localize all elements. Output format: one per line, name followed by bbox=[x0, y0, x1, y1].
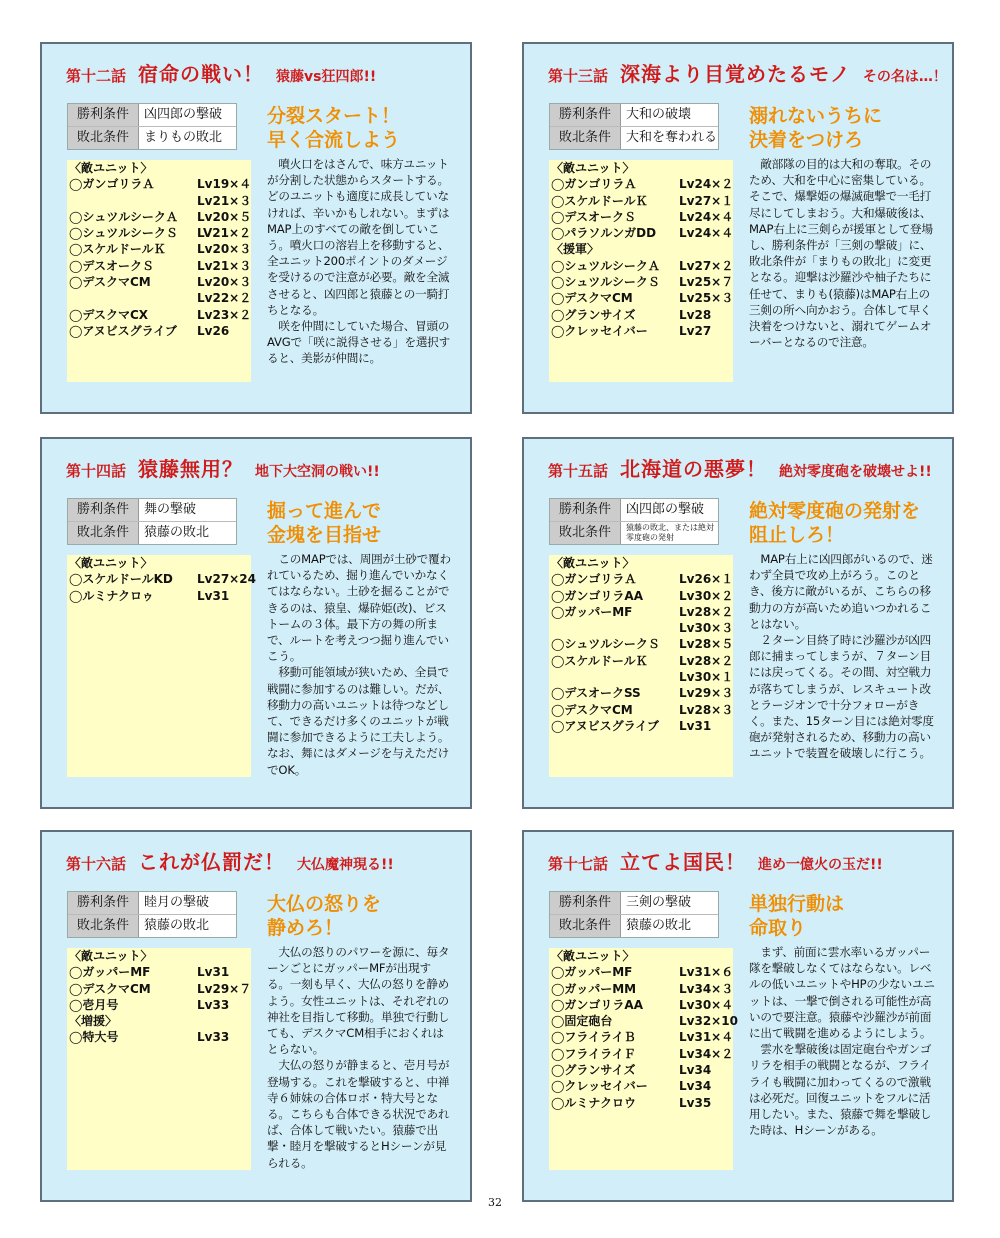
unit-level: Lv24×４ bbox=[679, 226, 734, 241]
unit-level: Lv32×10 bbox=[679, 1014, 738, 1029]
unit-level: Lv20×３ bbox=[197, 275, 252, 290]
condition-row bbox=[550, 522, 718, 544]
unit-level: Lv35 bbox=[679, 1095, 712, 1110]
condition-value: 凶四郎の撃破 bbox=[144, 107, 223, 122]
episode-subtitle: その名は…！ bbox=[862, 69, 947, 85]
unit-level: Lv20×３ bbox=[197, 242, 252, 257]
unit-level: Lv31 bbox=[197, 965, 230, 980]
unit-name: ◯フライライＢ bbox=[551, 1030, 636, 1045]
unit-row bbox=[549, 290, 733, 306]
unit-row bbox=[549, 604, 733, 620]
episode-subtitle: 大仏魔神現る!! bbox=[297, 857, 394, 873]
unit-level: Lv26×１ bbox=[679, 572, 734, 587]
strategy-headline: 絶対零度砲の発射を 阻止しろ！ bbox=[749, 500, 921, 546]
condition-value: 大和を奪われる bbox=[626, 130, 718, 145]
condition-label: 勝利条件 bbox=[68, 892, 139, 914]
unit-name: ◯デスオークＳ bbox=[69, 258, 154, 273]
unit-name: ◯ガンゴリラAA bbox=[551, 588, 644, 603]
condition-label: 敗北条件 bbox=[68, 915, 139, 937]
unit-level: Lv19×４ bbox=[197, 177, 252, 192]
unit-name: ◯デスクマCM bbox=[69, 275, 151, 290]
enemy-unit-list bbox=[549, 948, 738, 1170]
unit-name: ◯ガッパーMF bbox=[69, 965, 151, 980]
unit-section-label: 〈敵ユニット〉 bbox=[551, 556, 635, 570]
condition-value: 凶四郎の撃破 bbox=[626, 502, 705, 517]
unit-name: ◯ガンゴリラＡ bbox=[551, 572, 637, 587]
unit-row bbox=[549, 274, 733, 290]
unit-name: ◯スケルドールKD bbox=[69, 572, 173, 587]
unit-row bbox=[549, 176, 733, 192]
episode-number: 第十四話 bbox=[66, 462, 127, 480]
unit-level: Lv25×３ bbox=[679, 291, 734, 306]
condition-label: 敗北条件 bbox=[550, 522, 621, 544]
episode-panel bbox=[40, 42, 472, 414]
episode-number: 第十二話 bbox=[66, 67, 127, 85]
unit-level: Lv30×４ bbox=[679, 997, 734, 1012]
strategy-headline: 単独行動は 命取り bbox=[749, 893, 845, 939]
unit-row bbox=[67, 948, 251, 964]
unit-row bbox=[67, 225, 251, 241]
unit-name: ◯スケルドールＫ bbox=[551, 193, 648, 208]
episode-header bbox=[548, 58, 952, 92]
unit-row bbox=[549, 571, 733, 587]
unit-level: Lv20×５ bbox=[197, 209, 252, 224]
condition-label: 勝利条件 bbox=[550, 892, 621, 914]
unit-row bbox=[549, 1046, 733, 1062]
conditions-table bbox=[67, 891, 237, 938]
page-number: 32 bbox=[488, 1196, 502, 1209]
unit-name: ◯デスオークSS bbox=[551, 686, 641, 701]
enemy-unit-list bbox=[67, 555, 256, 777]
strategy-headline: 分裂スタート！ 早く合流しよう bbox=[267, 105, 401, 151]
strategy-headline: 掘って進んで 金塊を目指せ bbox=[267, 500, 382, 546]
unit-level: Lv30×２ bbox=[679, 588, 734, 603]
episode-number: 第十七話 bbox=[548, 855, 609, 873]
unit-row bbox=[549, 241, 733, 257]
unit-row bbox=[549, 160, 733, 176]
episode-title: 深海より目覚めたるモノ bbox=[620, 62, 851, 86]
condition-row bbox=[550, 892, 718, 915]
episode-title: 北海道の悪夢！ bbox=[620, 457, 768, 481]
unit-row bbox=[67, 981, 251, 997]
unit-level: Lv23×２ bbox=[197, 307, 252, 322]
enemy-unit-list bbox=[549, 160, 733, 382]
conditions-table bbox=[67, 498, 237, 545]
unit-level: Lv26 bbox=[197, 323, 230, 338]
unit-name: ◯シュツルシークＡ bbox=[69, 209, 178, 224]
unit-row bbox=[67, 193, 251, 209]
unit-name: ◯デスクマCM bbox=[551, 702, 633, 717]
enemy-unit-list bbox=[67, 160, 251, 382]
episode-panel bbox=[522, 437, 954, 809]
unit-level: Lv28×２ bbox=[679, 653, 734, 668]
condition-label: 勝利条件 bbox=[550, 499, 621, 521]
unit-row bbox=[67, 1029, 251, 1045]
unit-row bbox=[549, 555, 733, 571]
condition-value: 舞の撃破 bbox=[144, 502, 197, 517]
episode-number: 第十三話 bbox=[548, 67, 609, 85]
unit-level: Lv31×４ bbox=[679, 1030, 734, 1045]
unit-level: Lv28×５ bbox=[679, 637, 734, 652]
unit-level: Lv21×３ bbox=[197, 258, 252, 273]
condition-label: 敗北条件 bbox=[68, 127, 139, 149]
unit-level: Lv33 bbox=[197, 1030, 230, 1045]
unit-level: Lv28 bbox=[679, 307, 712, 322]
condition-row bbox=[68, 522, 236, 544]
condition-value: 猿藤の敗北 bbox=[626, 918, 692, 933]
unit-row bbox=[549, 307, 733, 323]
conditions-table bbox=[549, 891, 719, 938]
condition-row bbox=[550, 104, 718, 127]
unit-level: Lv21×３ bbox=[197, 193, 252, 208]
unit-row bbox=[549, 588, 733, 604]
condition-value: 猿藤の敗北、または絶対零度砲の発射 bbox=[626, 523, 714, 542]
episode-subtitle: 地下大空洞の戦い!! bbox=[255, 464, 380, 480]
episode-number: 第十六話 bbox=[66, 855, 127, 873]
episode-subtitle: 進め一億火の玉だ!! bbox=[758, 857, 883, 873]
unit-name: ◯デスオークＳ bbox=[551, 209, 636, 224]
unit-row bbox=[67, 258, 251, 274]
unit-row bbox=[67, 307, 251, 323]
unit-row bbox=[549, 948, 733, 964]
conditions-table bbox=[549, 498, 719, 545]
unit-row bbox=[549, 1062, 733, 1078]
unit-row bbox=[67, 964, 251, 980]
unit-row bbox=[549, 997, 733, 1013]
unit-name: ◯ガッパーMM bbox=[551, 981, 637, 996]
enemy-unit-list bbox=[549, 555, 733, 777]
unit-name: ◯ルミナクロゥ bbox=[69, 588, 154, 603]
strategy-headline: 大仏の怒りを 静めろ！ bbox=[267, 893, 382, 939]
episode-header bbox=[548, 453, 952, 487]
strategy-text: MAP右上に凶四郎がいるので、迷わず全員で攻め上がろう。このとき、後方に敵がいるが、こちらの移動力の方が高いため追いつかれることはない。 ２ターン目終了時に沙羅沙が凶四郎に捕まってしまうが、７ターン目には戻ってくる。その間、対空戦力が落ちてしまうが、レスキュート改とラージオンで十分フォローがきく。また、15ターン目には絶対零度砲が発射されるため、移動力の高いユニットで装置を破壊しに行こう。 bbox=[749, 552, 934, 761]
unit-level: Lv34 bbox=[679, 1079, 712, 1094]
conditions-table bbox=[67, 103, 237, 150]
episode-subtitle: 絶対零度砲を破壊せよ!! bbox=[779, 464, 932, 480]
unit-row bbox=[549, 981, 733, 997]
strategy-text: このMAPでは、周囲が土砂で覆われているため、掘り進んでいかなくてはならない。土砂を掘ることができるのは、猿皇、爆砕姫(改)、ビストームの３体。最下方の舞の所まで、ルートを考えつつ掘り進んでいこう。 移動可能領域が狭いため、全員で戦闘に参加するのは難しい。だが、移動力の高いユニットは待つなどして、できるだけ多くのユニットが戦闘に参加できるように工夫しよう。なお、舞にはダメージを与えただけでOK。 bbox=[267, 552, 451, 777]
episode-panel bbox=[40, 437, 472, 809]
unit-row bbox=[549, 1013, 738, 1029]
unit-name: ◯パラソルンガDD bbox=[551, 226, 657, 241]
unit-row bbox=[67, 241, 251, 257]
unit-level: Lv33 bbox=[197, 997, 230, 1012]
unit-level: Lv29×３ bbox=[679, 686, 734, 701]
unit-row bbox=[67, 176, 251, 192]
strategy-text: 噴火口をはさんで、味方ユニットが分割した状態からスタートする。どのユニットも適度に成長していなければ、辛いかもしれない。まずはMAP上のすべての敵を倒していこう。噴火口の溶岩上を移動すると、全ユニット200ポイントのダメージを受けるので注意が必要。敵を全滅させると、凶四郎と猿藤との一騎打ちとなる。 咲を仲間にしていた場合、冒頭のAVGで「咲に説得させる」を選択すると、美影が仲間に。 bbox=[267, 157, 451, 366]
condition-value: まりもの敗北 bbox=[144, 130, 223, 145]
unit-name: ◯シュツルシークＳ bbox=[551, 275, 660, 290]
conditions-table bbox=[549, 103, 719, 150]
strategy-text: 敵部隊の目的は大和の奪取。そのため、大和を中心に密集している。そこで、爆撃姫の爆滅砲撃で一毛打尽にしてしまおう。大和爆破後は、MAP右上に三剣らが援軍として登場し、勝利条件が「三剣の撃破」に、敗北条件が「まりもの敗北」に変更となる。迎撃は沙羅沙や柚子たちに任せて、まりも(猿藤)はMAP右上の三剣の所へ向かおう。合体して早く決着をつけないと、溺れてゲームオーバーとなるので注意。 bbox=[749, 157, 933, 350]
unit-name: ◯デスクマCM bbox=[551, 291, 633, 306]
unit-row bbox=[549, 653, 733, 669]
unit-row bbox=[549, 620, 733, 636]
unit-row bbox=[67, 274, 251, 290]
condition-label: 勝利条件 bbox=[68, 104, 139, 126]
unit-name: ◯ガンゴリラAA bbox=[551, 997, 644, 1012]
unit-name: ◯ガンゴリラＡ bbox=[69, 177, 155, 192]
unit-level: LV21×２ bbox=[197, 226, 252, 241]
unit-level: Lv27×１ bbox=[679, 193, 734, 208]
unit-name: ◯クレッセイバー bbox=[551, 323, 648, 338]
unit-level: Lv24×４ bbox=[679, 209, 734, 224]
strategy-text: 大仏の怒りのパワーを源に、毎ターンごとにガッパーMFが出現する。一刻も早く、大仏の怒りを静めよう。女性ユニットは、それぞれの神社を目指して移動。単独で行動しても、デスクマCM相手におくれはとらない。 大仏の怒りが静まると、壱月号が登場する。これを撃破すると、中禅寺６姉妹の合体ロボ・特大号となる。こちらも合体できる状況であれば、合体して戦いたい。猿藤で出撃・睦月を撃破するとHシーンが見られる。 bbox=[267, 945, 450, 1170]
unit-name: ◯固定砲台 bbox=[551, 1014, 613, 1029]
episode-header bbox=[66, 453, 470, 487]
unit-level: Lv30×３ bbox=[679, 621, 734, 636]
unit-row bbox=[549, 225, 733, 241]
episode-panel bbox=[522, 830, 954, 1202]
episode-header bbox=[66, 846, 470, 880]
unit-row bbox=[549, 209, 733, 225]
unit-level: Lv28×３ bbox=[679, 702, 734, 717]
unit-level: Lv27×24 bbox=[197, 572, 256, 587]
unit-level: Lv28×２ bbox=[679, 604, 734, 619]
unit-row bbox=[67, 160, 251, 176]
unit-level: Lv27 bbox=[679, 323, 712, 338]
unit-row bbox=[67, 997, 251, 1013]
unit-level: Lv27×２ bbox=[679, 258, 734, 273]
unit-section-label: 〈敵ユニット〉 bbox=[551, 161, 635, 175]
condition-value: 睦月の撃破 bbox=[144, 895, 210, 910]
unit-row bbox=[549, 669, 733, 685]
unit-row bbox=[549, 1095, 733, 1111]
unit-name: ◯ガンゴリラＡ bbox=[551, 177, 637, 192]
unit-row bbox=[549, 258, 733, 274]
unit-name: ◯特大号 bbox=[69, 1030, 119, 1045]
unit-name: ◯デスクマCM bbox=[69, 981, 151, 996]
unit-name: ◯ルミナクロウ bbox=[551, 1095, 636, 1110]
episode-title: これが仏罰だ！ bbox=[138, 850, 286, 874]
condition-row bbox=[68, 892, 236, 915]
unit-row bbox=[549, 323, 733, 339]
enemy-unit-list bbox=[67, 948, 251, 1170]
unit-row bbox=[67, 588, 251, 604]
strategy-headline: 溺れないうちに 決着をつけろ bbox=[749, 105, 883, 151]
unit-row bbox=[549, 193, 733, 209]
condition-row bbox=[68, 499, 236, 522]
condition-label: 敗北条件 bbox=[550, 127, 621, 149]
unit-row bbox=[549, 1078, 733, 1094]
unit-level: Lv29×７ bbox=[197, 981, 252, 996]
episode-number: 第十五話 bbox=[548, 462, 609, 480]
episode-subtitle: 猿藤vs狂四郎!! bbox=[276, 69, 377, 85]
episode-panel bbox=[522, 42, 954, 414]
unit-section-label: 〈援軍〉 bbox=[551, 242, 600, 257]
episode-panel bbox=[40, 830, 472, 1202]
unit-section-label: 〈敵ユニット〉 bbox=[551, 949, 635, 963]
unit-level: Lv31 bbox=[197, 588, 230, 603]
unit-row bbox=[549, 1029, 733, 1045]
unit-row bbox=[67, 555, 251, 571]
unit-name: ◯フライライＦ bbox=[551, 1046, 636, 1061]
unit-name: ◯アヌビスグライブ bbox=[551, 718, 659, 733]
condition-value: 猿藤の敗北 bbox=[144, 525, 210, 540]
unit-name: ◯スケルドールＫ bbox=[69, 242, 166, 257]
unit-section-label: 〈敵ユニット〉 bbox=[69, 556, 153, 570]
unit-section-label: 〈敵ユニット〉 bbox=[69, 161, 153, 175]
unit-level: Lv31 bbox=[679, 718, 712, 733]
unit-row bbox=[67, 571, 256, 587]
unit-name: ◯デスクマCX bbox=[69, 307, 149, 322]
unit-name: ◯シュツルシークＳ bbox=[551, 637, 660, 652]
condition-row bbox=[68, 127, 236, 149]
unit-name: ◯グランサイズ bbox=[551, 307, 636, 322]
unit-row bbox=[549, 685, 733, 701]
unit-name: ◯シュツルシークＡ bbox=[551, 258, 660, 273]
condition-value: 大和の破壊 bbox=[626, 107, 692, 122]
unit-level: Lv34 bbox=[679, 1063, 712, 1078]
unit-name: ◯スケルドールＫ bbox=[551, 653, 648, 668]
unit-level: Lv30×１ bbox=[679, 670, 734, 685]
episode-title: 猿藤無用？ bbox=[138, 457, 244, 481]
condition-row bbox=[550, 127, 718, 149]
unit-level: Lv25×７ bbox=[679, 275, 734, 290]
unit-row bbox=[549, 636, 733, 652]
unit-level: Lv34×２ bbox=[679, 1046, 734, 1061]
episode-header bbox=[548, 846, 952, 880]
condition-label: 敗北条件 bbox=[550, 915, 621, 937]
episode-title: 宿命の戦い！ bbox=[138, 62, 265, 86]
unit-row bbox=[67, 1013, 251, 1029]
unit-row bbox=[67, 290, 251, 306]
condition-row bbox=[550, 915, 718, 937]
episode-header bbox=[66, 58, 470, 92]
unit-level: Lv24×２ bbox=[679, 177, 734, 192]
condition-label: 勝利条件 bbox=[550, 104, 621, 126]
unit-row bbox=[549, 702, 733, 718]
unit-level: Lv31×６ bbox=[679, 965, 734, 980]
unit-row bbox=[549, 718, 733, 734]
condition-row bbox=[68, 104, 236, 127]
condition-value: 猿藤の敗北 bbox=[144, 918, 210, 933]
condition-value: 三剣の撃破 bbox=[626, 895, 692, 910]
unit-row bbox=[67, 323, 251, 339]
unit-row bbox=[67, 209, 251, 225]
strategy-text: まず、前面に雲水率いるガッパー隊を撃破しなくてはならない。レベルの低いユニットやHPの少ないユニットは、一撃で倒される可能性が高いので要注意。猿藤や沙羅沙が前面に出て戦闘を進めるようにしよう。 雲水を撃破後は固定砲台やガンゴリラを相手の戦闘となるが、フライライも戦闘に加わってくるので激戦は必死だ。回復ユニットをフルに活用したい。また、猿藤で舞を撃破した時は、Hシーンがある。 bbox=[749, 945, 935, 1138]
unit-name: ◯壱月号 bbox=[69, 997, 119, 1012]
condition-row bbox=[550, 499, 718, 522]
unit-name: ◯ガッパーMF bbox=[551, 604, 633, 619]
condition-row bbox=[68, 915, 236, 937]
episode-title: 立てよ国民！ bbox=[620, 850, 747, 874]
unit-section-label: 〈敵ユニット〉 bbox=[69, 949, 153, 963]
unit-name: ◯ガッパーMF bbox=[551, 965, 633, 980]
unit-section-label: 〈増援〉 bbox=[69, 1014, 118, 1029]
unit-name: ◯アヌビスグライブ bbox=[69, 323, 177, 338]
unit-level: Lv22×２ bbox=[197, 291, 252, 306]
unit-row bbox=[549, 964, 733, 980]
condition-label: 勝利条件 bbox=[68, 499, 139, 521]
unit-name: ◯グランサイズ bbox=[551, 1063, 636, 1078]
unit-name: ◯クレッセイバー bbox=[551, 1079, 648, 1094]
unit-level: Lv34×３ bbox=[679, 981, 734, 996]
unit-name: ◯シュツルシークＳ bbox=[69, 226, 178, 241]
condition-label: 敗北条件 bbox=[68, 522, 139, 544]
